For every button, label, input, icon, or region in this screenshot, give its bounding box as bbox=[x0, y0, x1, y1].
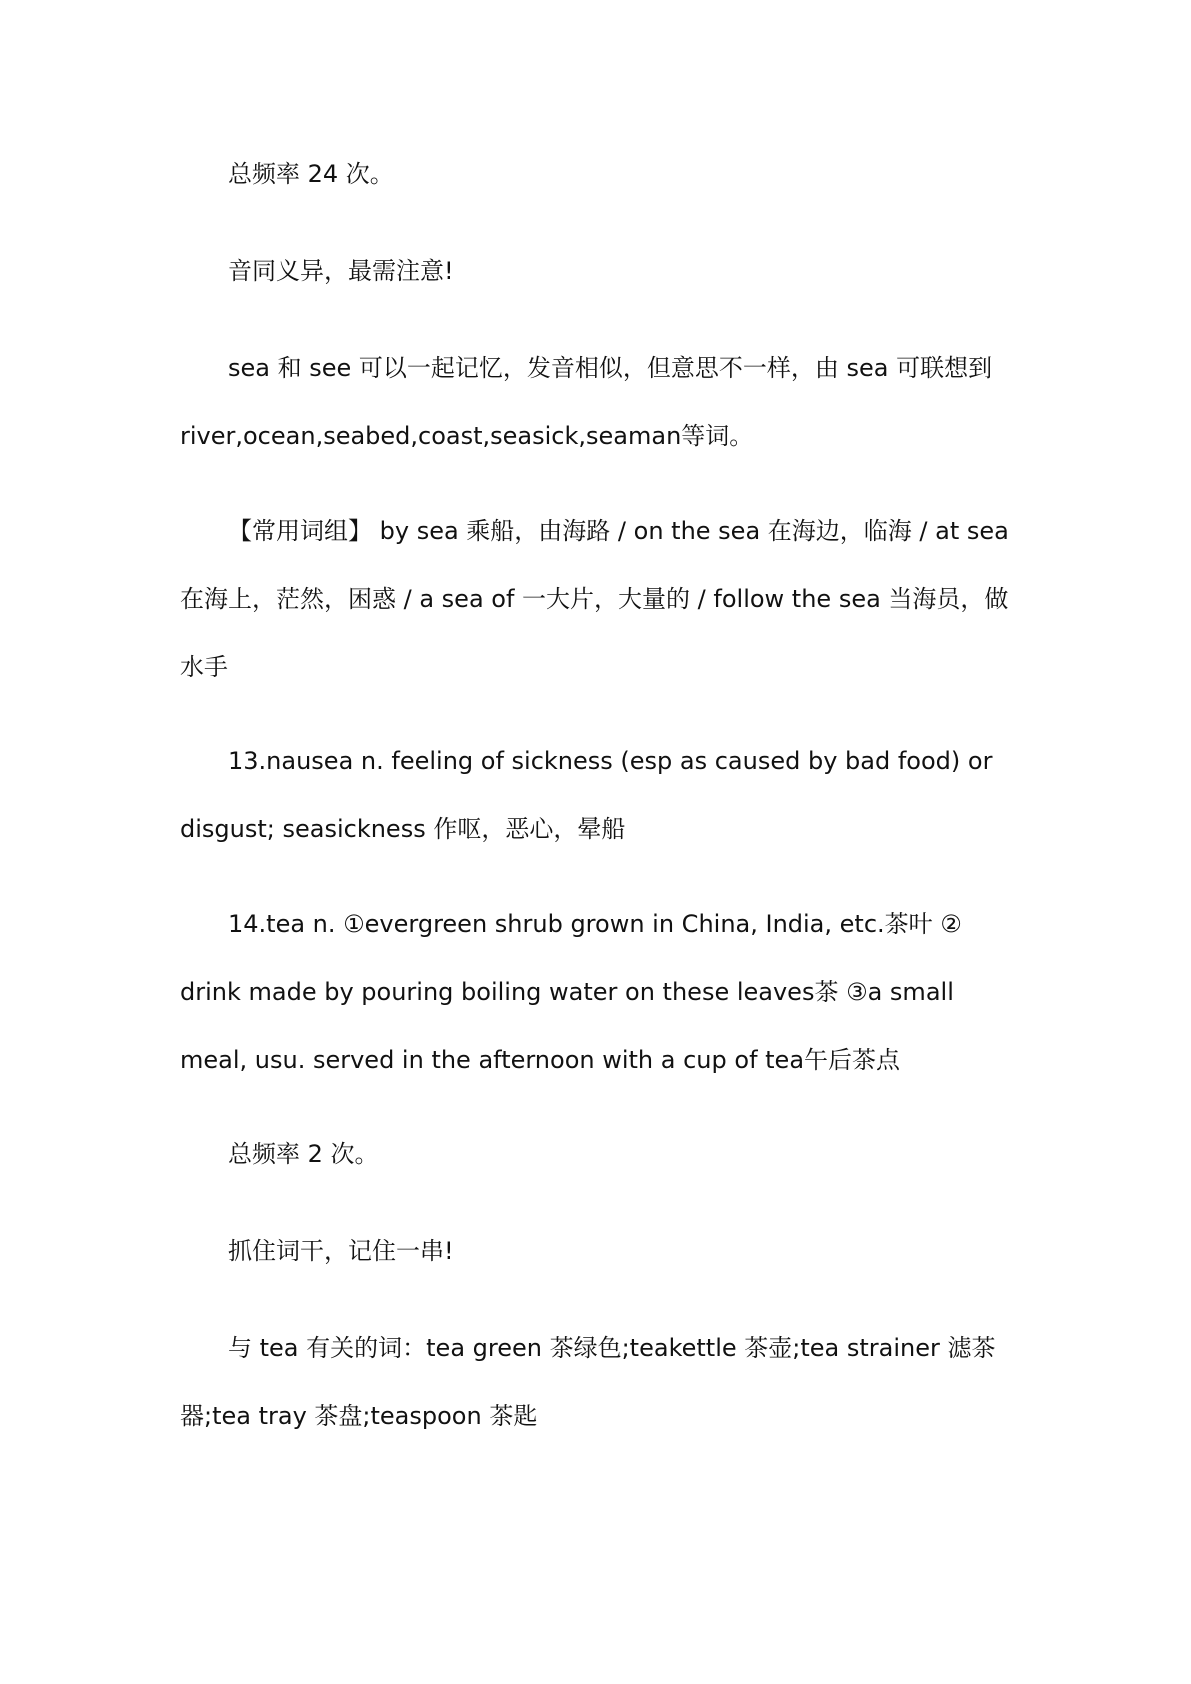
paragraph-tea-entry: 14.tea n. ①evergreen shrub grown in China, India, etc.茶叶 ② drink made by pouring boiling water on these leaves茶 ③a small meal, usu. served in the afternoon with a cup of tea午后茶点 bbox=[180, 910, 962, 1074]
paragraph-sea-see: sea 和 see 可以一起记忆，发音相似，但意思不一样，由 sea 可联想到 river,ocean,seabed,coast,seasick,seaman等词。 bbox=[180, 354, 993, 450]
paragraph-frequency-24: 总频率 24 次。 bbox=[228, 160, 394, 188]
paragraph-word-root-note: 抓住词干，记住一串! bbox=[228, 1237, 454, 1265]
paragraph-homophone-note: 音同义异，最需注意! bbox=[228, 257, 454, 285]
paragraph-tea-related-words: 与 tea 有关的词：tea green 茶绿色;teakettle 茶壶;tea strainer 滤茶器;tea tray 茶盘;teaspoon 茶匙 bbox=[180, 1334, 996, 1430]
paragraph-nausea-entry: 13.nausea n. feeling of sickness (esp as caused by bad food) or disgust; seasickness 作呕，恶心，晕船 bbox=[180, 747, 993, 843]
paragraph-frequency-2: 总频率 2 次。 bbox=[228, 1140, 379, 1168]
paragraph-common-phrases: 【常用词组】 by sea 乘船，由海路 / on the sea 在海边，临海 / at sea 在海上，茫然，困惑 / a sea of 一大片，大量的 / follow the sea 当海员，做水手 bbox=[180, 517, 1009, 681]
